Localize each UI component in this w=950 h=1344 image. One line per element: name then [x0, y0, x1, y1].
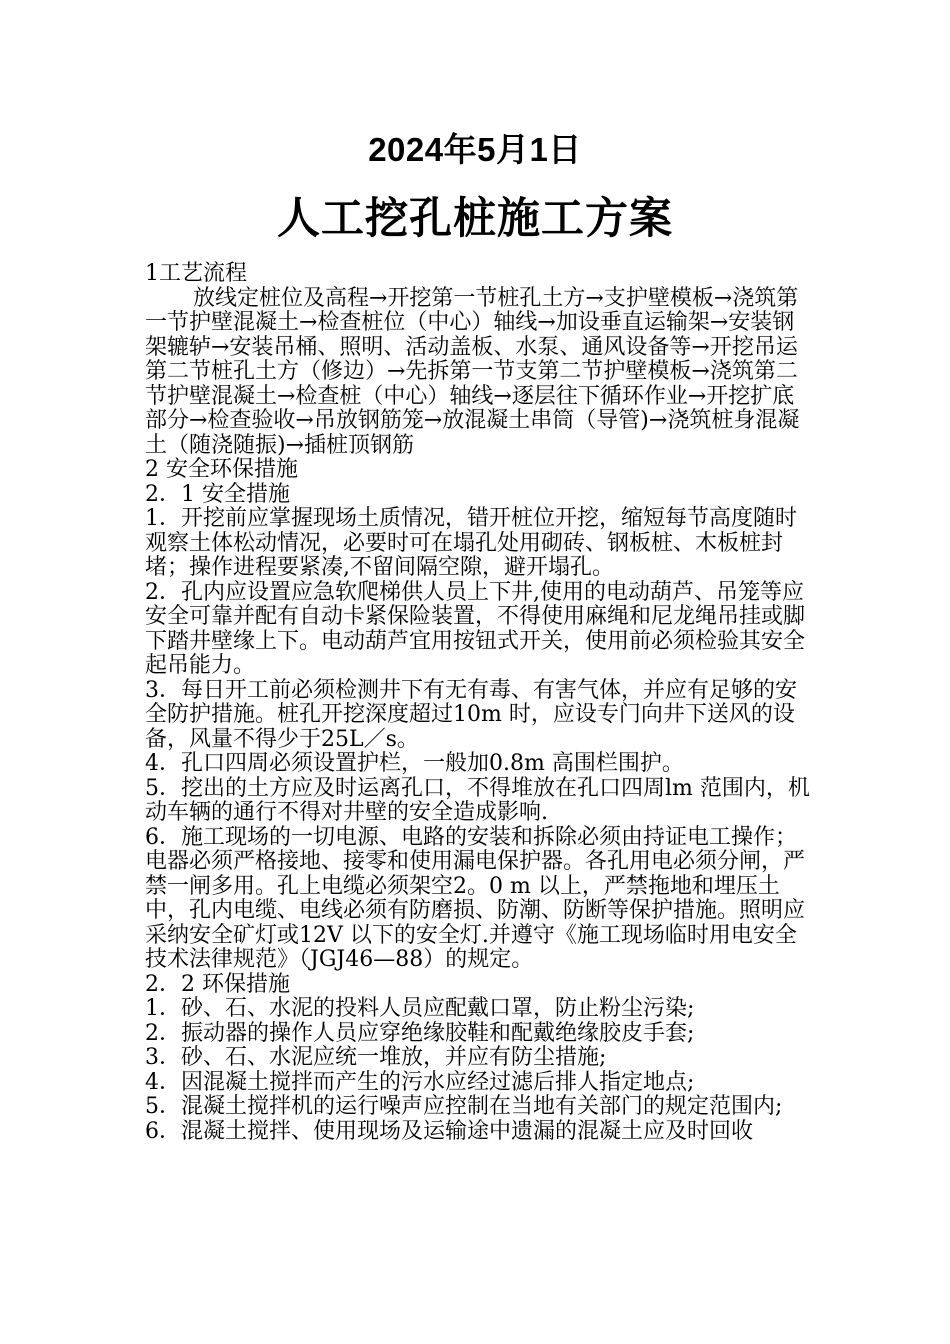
- section-2-heading: 2 安全环保措施: [145, 457, 298, 482]
- document-body: [145, 262, 810, 1144]
- safety-item: 3．每日开工前必须检测井下有无有毒、有害气体，并应有足够的安全防护措施。桩孔开挖深度超过10m 时，应设专门向井下送风的设备，风量不得少于25L／s。: [145, 677, 797, 752]
- section-1-heading: 1工艺流程: [145, 261, 247, 286]
- env-item: 6．混凝土搅拌、使用现场及运输途中遗漏的混凝土应及时回收: [145, 1118, 753, 1144]
- safety-item: 1．开挖前应掌握现场土质情况，错开桩位开挖，缩短每节高度随时观察土体松动情况，必要时可在塌孔处用砌砖、钢板桩、木板桩封堵；操作进程要紧凑,不留间隔空隙，避开塌孔。: [145, 506, 797, 580]
- env-item: 3．砂、石、水泥应统一堆放，并应有防尘措施;: [145, 1045, 607, 1070]
- safety-item: 2．孔内应设置应急软爬梯供人员上下井,使用的电动葫芦、吊笼等应安全可靠并配有自动卡紧保险装置，不得使用麻绳和尼龙绳吊挂或脚下踏井壁缘上下。电动葫芦宜用按钮式开关，使用前必须检验其安全起吊能力。: [145, 579, 806, 678]
- document-date: 2024年5月1日: [368, 131, 582, 168]
- env-item: 4．因混凝土搅拌而产生的污水应经过滤后排人指定地点;: [145, 1069, 695, 1095]
- safety-item: 5．挖出的土方应及时运离孔口，不得堆放在孔口四周lm 范围内，机动车辆的通行不得对井壁的安全造成影响.: [145, 775, 810, 825]
- safety-item: 4．孔口四周必须设置护栏，一般加0.8m 高围栏围护。: [145, 751, 684, 776]
- env-item: 2．振动器的操作人员应穿绝缘胶鞋和配戴绝缘胶皮手套;: [145, 1020, 695, 1046]
- process-flow-paragraph: 放线定桩位及高程→开挖第一节桩孔土方→支护壁模板→浇筑第一节护壁混凝土→检查桩位（中心）轴线→加设垂直运输架→安装钢架辘轳→安装吊桶、照明、活动盖板、水泵、通风设备等→开挖吊运第二节桩孔土方（修边）→先拆第一节支第二节护壁模板→浇筑第二节护壁混凝土→检查桩（中心）轴线→逐层往下循环作业→开挖扩底部分→检查验收→吊放钢筋笼→放混凝土串筒（导管)→浇筑桩身混凝土（随浇随振)→插桩顶钢筋: [145, 285, 800, 458]
- document-title: 人工挖孔桩施工方案: [277, 194, 673, 244]
- section-2-1-heading: 2．1 安全措施: [145, 481, 290, 507]
- section-2-2-heading: 2．2 环保措施: [145, 971, 290, 997]
- env-item: 1．砂、石、水泥的投料人员应配戴口罩，防止粉尘污染;: [145, 996, 695, 1021]
- env-item: 5．混凝土搅拌机的运行噪声应控制在当地有关部门的规定范围内;: [145, 1094, 783, 1119]
- safety-item: 6．施工现场的一切电源、电路的安装和拆除必须由持证电工操作；电器必须严格接地、接零和使用漏电保护器。各孔用电必须分闸，严禁一闸多用。孔上电缆必须架空2。0 m 以上，严禁拖地和埋压土中，孔内电缆、电线必须有防磨损、防潮、防断等保护措施。照明应采纳安全矿灯或12V 以下的安全灯.并遵守《施工现场临时用电安全技术法律规范》（JGJ46—88）的规定。: [145, 824, 806, 972]
